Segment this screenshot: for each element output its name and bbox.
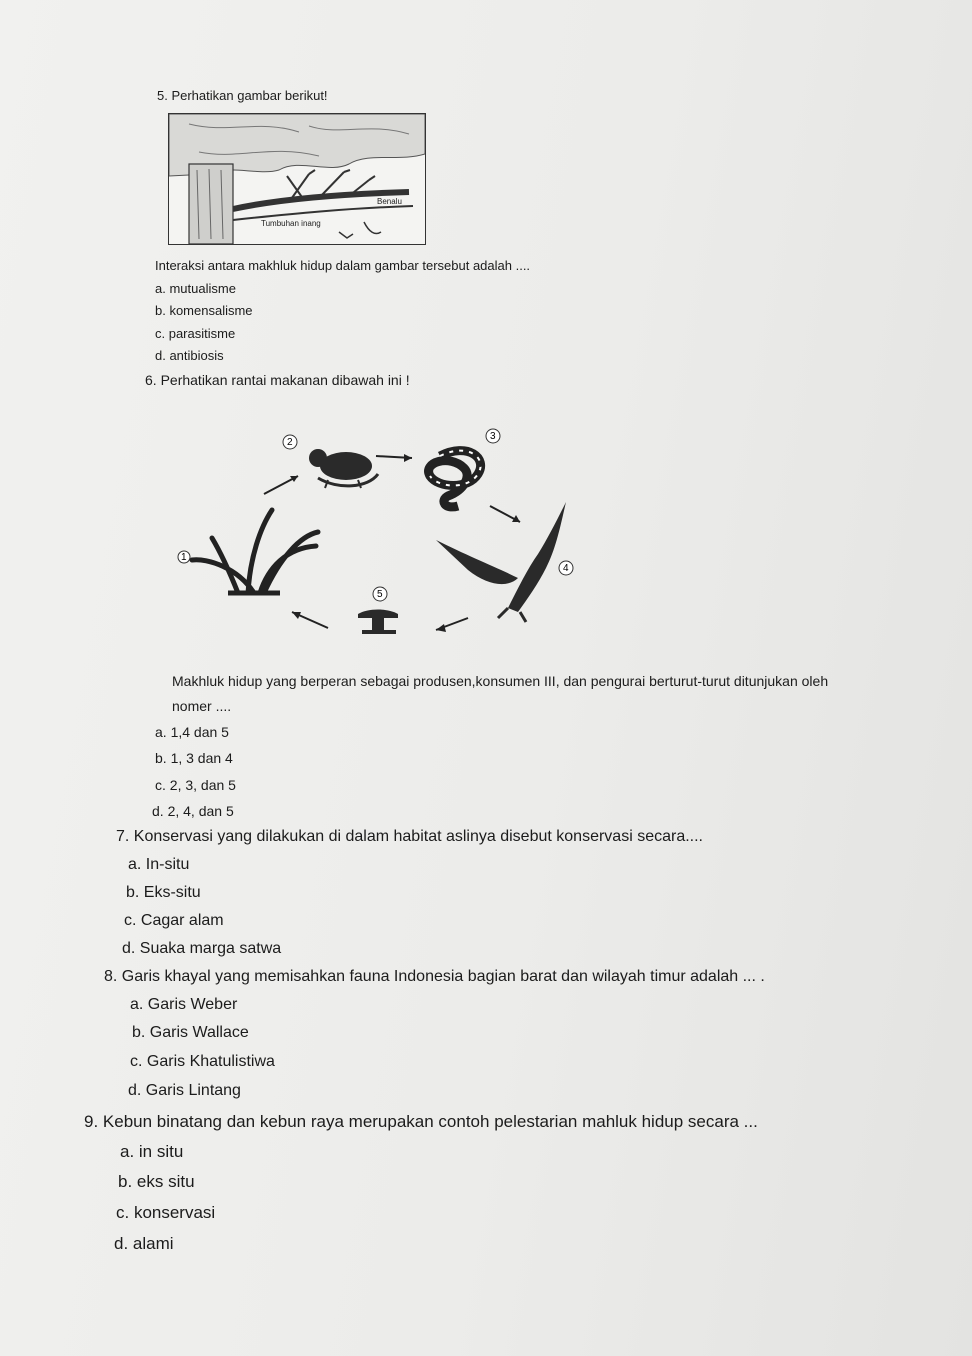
eagle bbox=[436, 502, 566, 622]
number-3: 3 bbox=[490, 431, 496, 442]
rat bbox=[309, 449, 378, 488]
q9-option-c[interactable]: c. konservasi bbox=[116, 1203, 216, 1222]
number-1: 1 bbox=[181, 552, 187, 563]
q5-option-c[interactable]: c. parasitisme bbox=[155, 326, 236, 341]
parasite-illustration bbox=[168, 113, 426, 245]
question-6: 6. Perhatikan rantai makanan dibawah ini ! bbox=[145, 372, 410, 388]
q5-option-b[interactable]: b. komensalisme bbox=[155, 303, 253, 318]
q6-option-c[interactable]: c. 2, 3, dan 5 bbox=[155, 777, 236, 793]
q9-option-d[interactable]: d. alami bbox=[114, 1234, 174, 1253]
question-6-prompt-line2: nomer .... bbox=[172, 698, 232, 714]
q5-option-d[interactable]: d. antibiosis bbox=[155, 348, 224, 363]
question-7: 7. Konservasi yang dilakukan di dalam habitat aslinya disebut konservasi secara.... bbox=[116, 828, 703, 845]
question-5-prompt: Interaksi antara makhluk hidup dalam gambar tersebut adalah .... bbox=[155, 258, 531, 273]
q7-option-a[interactable]: a. In-situ bbox=[128, 856, 190, 873]
snake bbox=[429, 451, 483, 507]
q6-option-a[interactable]: a. 1,4 dan 5 bbox=[155, 724, 229, 740]
q6-option-b[interactable]: b. 1, 3 dan 4 bbox=[155, 750, 233, 766]
q7-option-c[interactable]: c. Cagar alam bbox=[124, 912, 224, 929]
q8-option-a[interactable]: a. Garis Weber bbox=[130, 996, 238, 1013]
q8-option-c[interactable]: c. Garis Khatulistiwa bbox=[130, 1053, 275, 1070]
q7-option-b[interactable]: b. Eks-situ bbox=[126, 884, 201, 901]
number-4: 4 bbox=[563, 563, 569, 574]
q5-option-a[interactable]: a. mutualisme bbox=[155, 281, 236, 296]
label-tumbuhan-inang: Tumbuhan inang bbox=[261, 219, 321, 228]
q8-option-b[interactable]: b. Garis Wallace bbox=[132, 1024, 249, 1041]
grass-plant bbox=[192, 510, 318, 593]
food-chain-illustration bbox=[168, 418, 588, 650]
mushroom bbox=[358, 610, 398, 633]
q9-option-b[interactable]: b. eks situ bbox=[118, 1172, 195, 1191]
question-9: 9. Kebun binatang dan kebun raya merupakan contoh pelestarian mahluk hidup secara ... bbox=[84, 1112, 758, 1131]
q6-option-d[interactable]: d. 2, 4, dan 5 bbox=[152, 803, 234, 819]
question-5: 5. Perhatikan gambar berikut! bbox=[157, 88, 328, 103]
q7-option-d[interactable]: d. Suaka marga satwa bbox=[122, 940, 282, 957]
number-2: 2 bbox=[287, 437, 293, 448]
number-5: 5 bbox=[377, 589, 383, 600]
question-8: 8. Garis khayal yang memisahkan fauna Indonesia bagian barat dan wilayah timur adalah ... . bbox=[104, 968, 765, 985]
q8-option-d[interactable]: d. Garis Lintang bbox=[128, 1082, 241, 1099]
tree-benalu-drawing bbox=[169, 114, 425, 244]
label-benalu: Benalu bbox=[377, 197, 402, 206]
food-chain-drawing bbox=[168, 418, 588, 650]
question-6-prompt-line1: Makhluk hidup yang berperan sebagai produsen,konsumen III, dan pengurai berturut-turut ditunjukan oleh bbox=[172, 673, 829, 689]
q9-option-a[interactable]: a. in situ bbox=[120, 1142, 184, 1161]
